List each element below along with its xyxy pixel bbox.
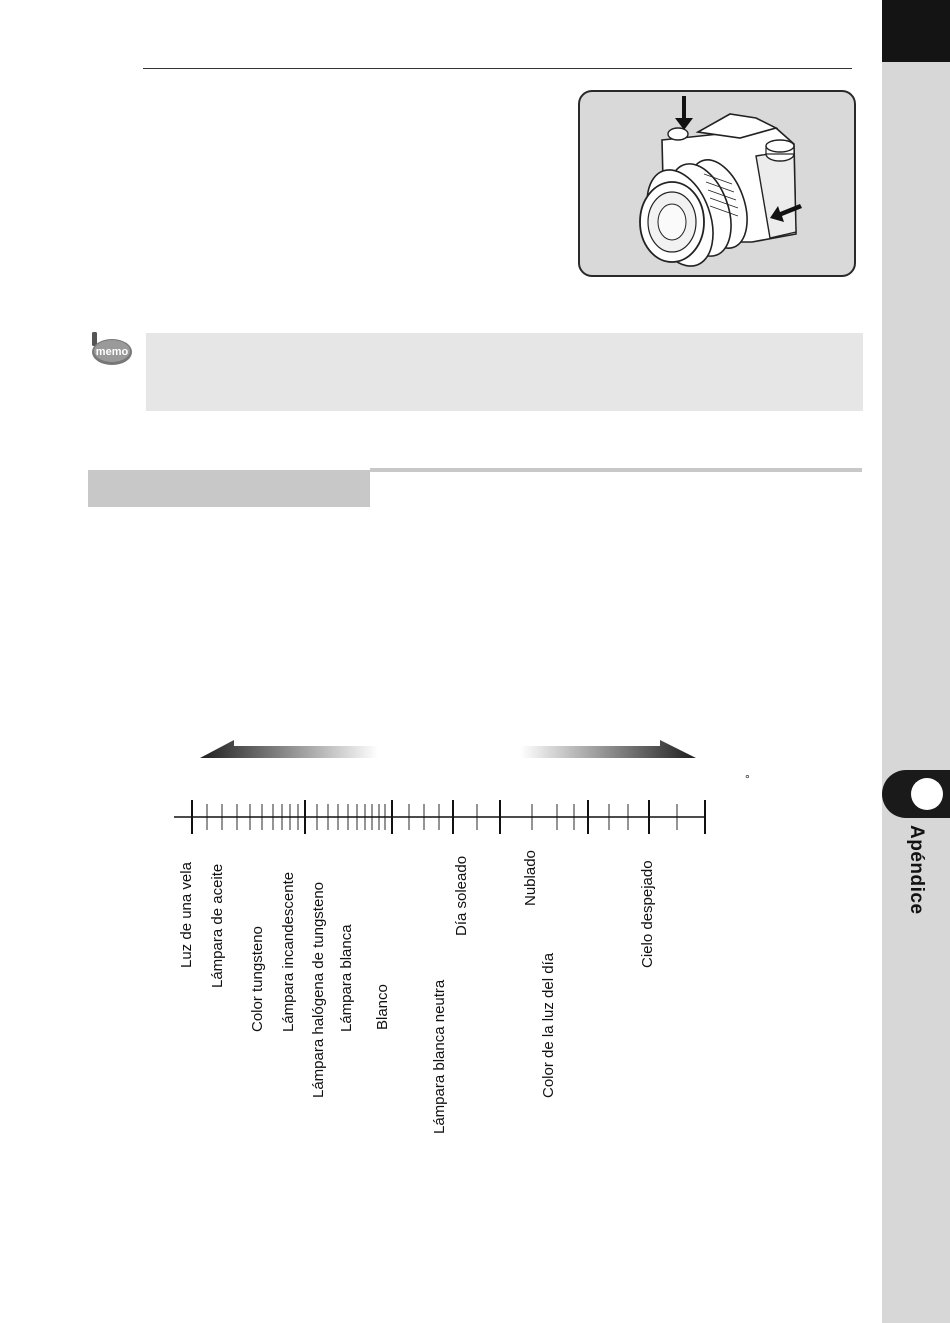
warm-arrow xyxy=(200,740,378,758)
page-corner-block xyxy=(882,0,950,62)
scale-label: Día soleado xyxy=(453,855,470,936)
scale-label: Blanco xyxy=(374,984,391,1030)
scale-label: Color de la luz del día xyxy=(540,952,557,1098)
scale-label: Lámpara de aceite xyxy=(209,863,226,988)
cool-arrow xyxy=(520,740,696,758)
section-header-rule xyxy=(370,468,862,472)
chapter-title: Apéndice xyxy=(906,825,927,915)
scale-label: Lámpara blanca neutra xyxy=(431,979,448,1134)
scale-label: Cielo despejado xyxy=(639,860,656,968)
chapter-marker xyxy=(882,770,950,818)
scale-label: Luz de una vela xyxy=(178,862,195,968)
scale-label: Lámpara blanca xyxy=(338,924,355,1032)
chapter-side-tab xyxy=(882,0,950,1323)
scale-label: Nublado xyxy=(522,850,539,906)
scale-label: Lámpara incandescente xyxy=(280,871,297,1032)
memo-icon xyxy=(90,332,134,368)
scale-ticks xyxy=(192,800,705,834)
memo-box xyxy=(146,333,863,411)
scale-label: Color tungsteno xyxy=(249,926,266,1032)
section-header-bar xyxy=(88,470,370,507)
header-rule xyxy=(143,68,852,69)
degree-mark: ° xyxy=(745,772,750,786)
scale-label: Lámpara halógena de tungsteno xyxy=(310,881,327,1098)
camera-illustration xyxy=(578,90,856,277)
svg-text:memo: memo xyxy=(95,346,129,358)
chapter-circle xyxy=(911,778,943,810)
